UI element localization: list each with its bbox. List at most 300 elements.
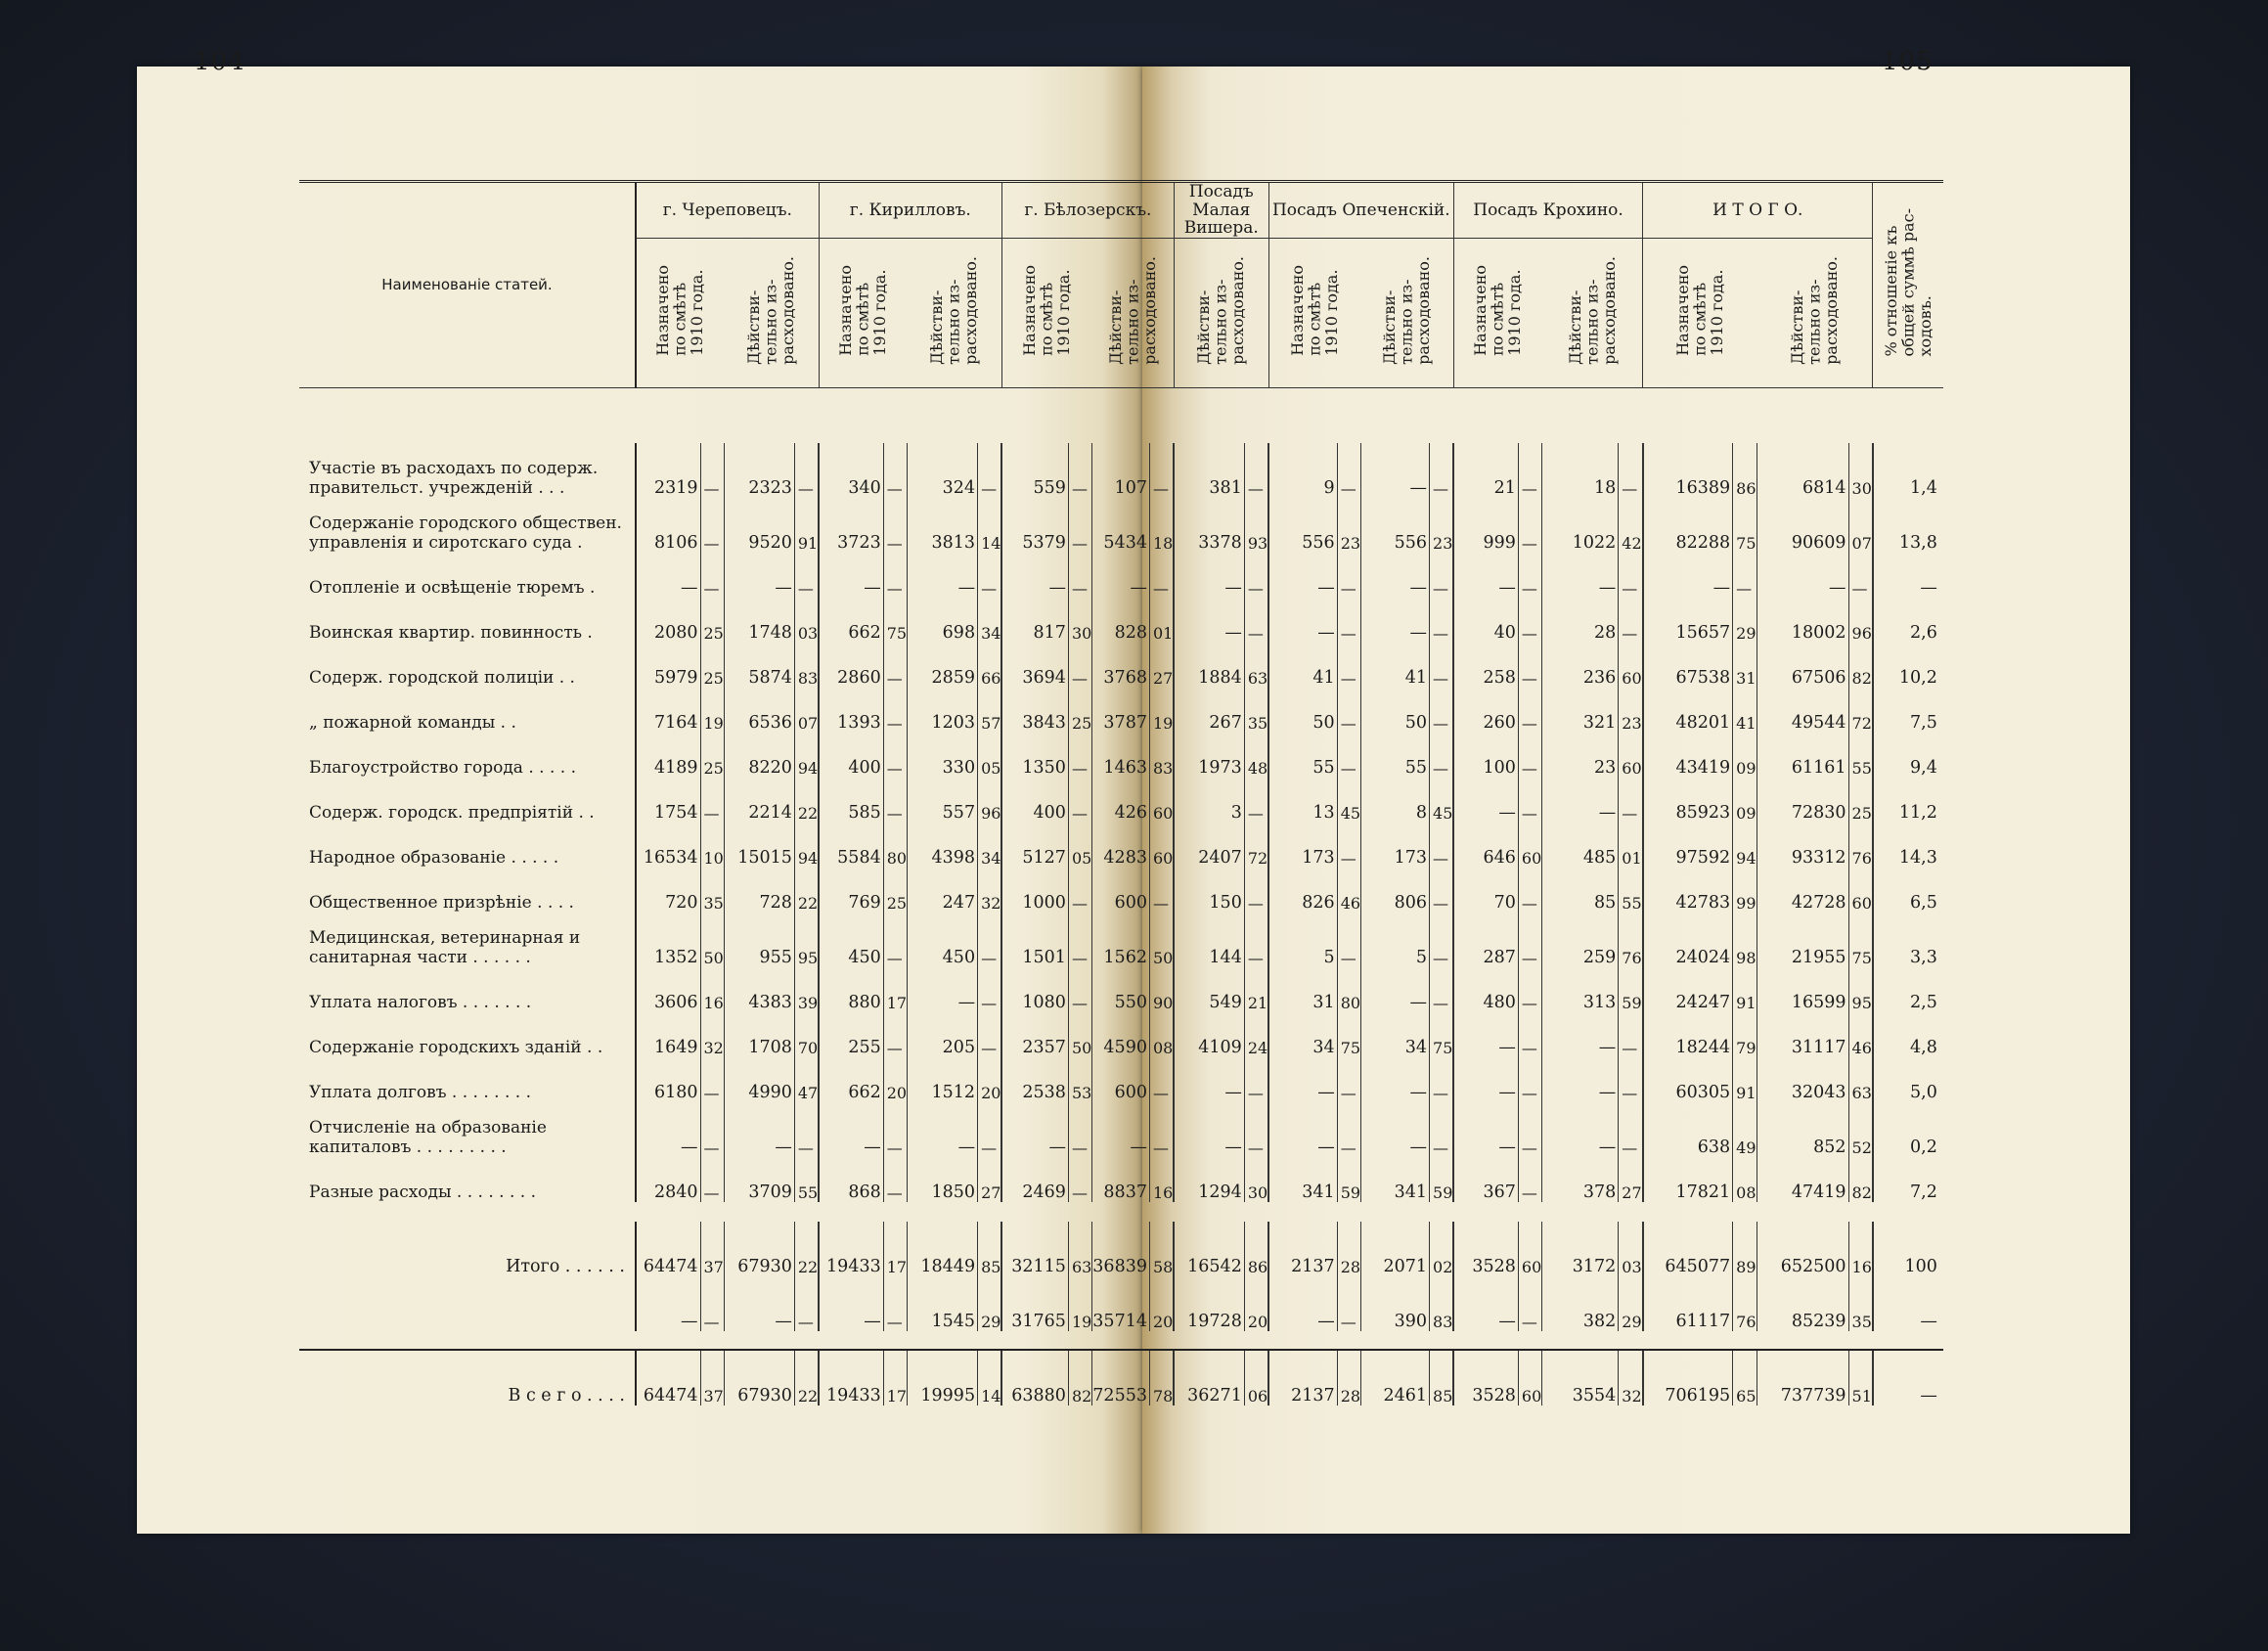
cell-kopecks: —: [700, 778, 724, 823]
cell-rubles: 36271: [1174, 1350, 1244, 1406]
cell-kopecks: —: [700, 1157, 724, 1202]
cell-rubles: 341: [1361, 1157, 1430, 1202]
cell-rubles: 8837: [1092, 1157, 1150, 1202]
cell-rubles: 728: [724, 868, 794, 913]
cell-kopecks: 25: [700, 598, 724, 643]
cell-rubles: —: [1268, 1102, 1337, 1157]
table-row: [299, 778, 1943, 823]
cell-rubles: —: [1268, 1057, 1337, 1102]
cell-kopecks: —: [1244, 913, 1268, 967]
cell-kopecks: —: [794, 1276, 819, 1331]
cell-rubles: 485: [1542, 823, 1619, 868]
cell-rubles: 21955: [1757, 913, 1848, 967]
cell-rubles: —: [1361, 443, 1430, 498]
cell-rubles: 330: [908, 733, 978, 778]
cell-kopecks: —: [700, 553, 724, 598]
cell-rubles: 19995: [908, 1350, 978, 1406]
cell-kopecks: 58: [1149, 1222, 1174, 1276]
cell-kopecks: 30: [1244, 1157, 1268, 1202]
cell-rubles: 480: [1453, 967, 1518, 1012]
cell-kopecks: 91: [1733, 967, 1757, 1012]
cell-kopecks: —: [1068, 868, 1091, 913]
table-row: [299, 967, 1943, 1012]
cell-kopecks: —: [1244, 1102, 1268, 1157]
cell-kopecks: 39: [794, 967, 819, 1012]
cell-percent: —: [1920, 1311, 1937, 1331]
page-number-left: 104: [194, 47, 245, 76]
cell-rubles: 2357: [1001, 1012, 1068, 1057]
cell-rubles: 340: [819, 443, 883, 498]
cell-kopecks: 95: [794, 913, 819, 967]
cell-kopecks: 72: [1244, 823, 1268, 868]
cell-rubles: 150: [1174, 868, 1244, 913]
cell-rubles: 61117: [1643, 1276, 1733, 1331]
cell-rubles: 9520: [724, 498, 794, 553]
cell-kopecks: 01: [1149, 598, 1174, 643]
cell-rubles: 5434: [1092, 498, 1150, 553]
cell-rubles: 107: [1092, 443, 1150, 498]
cell-rubles: —: [1757, 553, 1848, 598]
row-label: В с е г о . . . .: [299, 1350, 636, 1406]
cell-rubles: 556: [1361, 498, 1430, 553]
cell-kopecks: —: [1337, 598, 1360, 643]
cell-kopecks: 78: [1149, 1350, 1174, 1406]
cell-rubles: 817: [1001, 598, 1068, 643]
cell-rubles: 662: [819, 598, 883, 643]
cell-rubles: 18244: [1643, 1012, 1733, 1057]
cell-kopecks: —: [1619, 443, 1643, 498]
cell-kopecks: 19: [1149, 688, 1174, 733]
cell-kopecks: —: [1068, 733, 1091, 778]
cell-percent: 13,8: [1898, 532, 1937, 553]
cell-kopecks: 17: [883, 1350, 907, 1406]
cell-kopecks: —: [1337, 553, 1360, 598]
cell-kopecks: —: [1244, 778, 1268, 823]
cell-rubles: 559: [1001, 443, 1068, 498]
group-header-kirillov: г. Кирилловъ.: [819, 182, 1001, 239]
cell-rubles: 880: [819, 967, 883, 1012]
cell-kopecks: —: [700, 443, 724, 498]
cell-rubles: 1350: [1001, 733, 1068, 778]
table-row: [299, 1276, 1943, 1331]
cell-kopecks: 76: [1733, 1276, 1757, 1331]
cell-kopecks: 37: [700, 1222, 724, 1276]
cell-rubles: 6814: [1757, 443, 1848, 498]
cell-rubles: 28: [1542, 598, 1619, 643]
cell-kopecks: —: [1619, 1102, 1643, 1157]
cell-rubles: 1850: [908, 1157, 978, 1202]
spacer-row: [299, 1406, 1943, 1449]
cell-rubles: 100: [1453, 733, 1518, 778]
cell-rubles: 260: [1453, 688, 1518, 733]
cell-rubles: 16542: [1174, 1222, 1244, 1276]
cell-kopecks: —: [1337, 1102, 1360, 1157]
cell-rubles: 324: [908, 443, 978, 498]
cell-rubles: 3768: [1092, 643, 1150, 688]
cell-kopecks: 76: [1619, 913, 1643, 967]
cell-kopecks: —: [1068, 778, 1091, 823]
cell-kopecks: 32: [700, 1012, 724, 1057]
subheader-actual: Дѣйстви- тельно из- расходовано.: [724, 239, 819, 388]
cell-kopecks: 42: [1619, 498, 1643, 553]
cell-rubles: 93312: [1757, 823, 1848, 868]
cell-kopecks: 01: [1619, 823, 1643, 868]
cell-rubles: 557: [908, 778, 978, 823]
cell-kopecks: 27: [1619, 1157, 1643, 1202]
cell-kopecks: 34: [978, 823, 1002, 868]
cell-rubles: 2840: [636, 1157, 700, 1202]
cell-kopecks: 60: [1518, 1222, 1541, 1276]
cell-rubles: 3787: [1092, 688, 1150, 733]
cell-kopecks: —: [1619, 598, 1643, 643]
cell-kopecks: 94: [1733, 823, 1757, 868]
cell-rubles: 367: [1453, 1157, 1518, 1202]
cell-rubles: 267: [1174, 688, 1244, 733]
cell-kopecks: 41: [1733, 688, 1757, 733]
cell-kopecks: 95: [1848, 967, 1873, 1012]
cell-rubles: —: [636, 1102, 700, 1157]
cell-kopecks: —: [1619, 553, 1643, 598]
cell-rubles: —: [1361, 553, 1430, 598]
cell-rubles: 1512: [908, 1057, 978, 1102]
row-label: Благоустройство города . . . . .: [299, 733, 636, 778]
cell-rubles: —: [1268, 1276, 1337, 1331]
cell-kopecks: 79: [1733, 1012, 1757, 1057]
cell-kopecks: 59: [1337, 1157, 1360, 1202]
cell-rubles: 5127: [1001, 823, 1068, 868]
cell-rubles: 1501: [1001, 913, 1068, 967]
cell-kopecks: 60: [1518, 1350, 1541, 1406]
cell-rubles: 31765: [1001, 1276, 1068, 1331]
cell-kopecks: —: [883, 913, 907, 967]
cell-rubles: 4590: [1092, 1012, 1150, 1057]
cell-rubles: 16599: [1757, 967, 1848, 1012]
cell-rubles: 662: [819, 1057, 883, 1102]
cell-kopecks: 72: [1848, 688, 1873, 733]
cell-kopecks: —: [978, 913, 1002, 967]
cell-kopecks: 66: [978, 643, 1002, 688]
cell-rubles: 19728: [1174, 1276, 1244, 1331]
cell-kopecks: —: [700, 1102, 724, 1157]
cell-rubles: —: [908, 553, 978, 598]
cell-percent: 2,6: [1910, 622, 1937, 643]
cell-kopecks: —: [978, 1012, 1002, 1057]
cell-rubles: 3528: [1453, 1350, 1518, 1406]
cell-rubles: 32043: [1757, 1057, 1848, 1102]
cell-kopecks: 05: [978, 733, 1002, 778]
cell-rubles: —: [1643, 553, 1733, 598]
subheader-assigned: Назначено по смѣтѣ 1910 года.: [819, 239, 907, 388]
cell-rubles: 313: [1542, 967, 1619, 1012]
cell-rubles: 55: [1361, 733, 1430, 778]
row-label: Содерж. городской полиціи . .: [299, 643, 636, 688]
cell-rubles: —: [1453, 1276, 1518, 1331]
cell-rubles: 5: [1268, 913, 1337, 967]
group-header-krokhino: Посадъ Крохино.: [1453, 182, 1642, 239]
cell-kopecks: 75: [1337, 1012, 1360, 1057]
cell-rubles: 18449: [908, 1222, 978, 1276]
cell-kopecks: 29: [978, 1276, 1002, 1331]
cell-kopecks: 25: [700, 733, 724, 778]
cell-percent: —: [1920, 577, 1937, 598]
subheader-assigned: Назначено по смѣтѣ 1910 года.: [1643, 239, 1757, 388]
cell-kopecks: —: [883, 733, 907, 778]
cell-kopecks: —: [1518, 733, 1541, 778]
cell-percent: 0,2: [1910, 1137, 1937, 1157]
cell-rubles: —: [1174, 598, 1244, 643]
cell-kopecks: —: [1337, 1057, 1360, 1102]
cell-rubles: —: [1001, 1102, 1068, 1157]
subheader-assigned: Назначено по смѣтѣ 1910 года.: [1268, 239, 1360, 388]
table-row: [299, 643, 1943, 688]
cell-rubles: 382: [1542, 1276, 1619, 1331]
cell-kopecks: —: [1337, 823, 1360, 868]
row-label: Участіе въ расходахъ по содерж. правительст. учрежденій . . .: [299, 443, 636, 498]
cell-rubles: 3554: [1542, 1350, 1619, 1406]
cell-kopecks: 85: [978, 1222, 1002, 1276]
row-label: Содержаніе городскихъ зданій . .: [299, 1012, 636, 1057]
cell-rubles: 2469: [1001, 1157, 1068, 1202]
cell-rubles: 287: [1453, 913, 1518, 967]
cell-rubles: 82288: [1643, 498, 1733, 553]
cell-kopecks: —: [883, 1157, 907, 1202]
cell-rubles: 42783: [1643, 868, 1733, 913]
cell-percent: 100: [1904, 1256, 1937, 1276]
cell-kopecks: 25: [1848, 778, 1873, 823]
cell-kopecks: 24: [1244, 1012, 1268, 1057]
cell-kopecks: 34: [978, 598, 1002, 643]
cell-rubles: 64474: [636, 1350, 700, 1406]
cell-kopecks: 06: [1244, 1350, 1268, 1406]
cell-kopecks: —: [1430, 1057, 1454, 1102]
cell-kopecks: 23: [1430, 498, 1454, 553]
cell-kopecks: 07: [794, 688, 819, 733]
subheader-actual: Дѣйстви- тельно из- расходовано.: [1542, 239, 1643, 388]
cell-rubles: 4990: [724, 1057, 794, 1102]
cell-kopecks: 63: [1244, 643, 1268, 688]
cell-rubles: 1649: [636, 1012, 700, 1057]
cell-kopecks: —: [1068, 1102, 1091, 1157]
cell-rubles: 2859: [908, 643, 978, 688]
cell-rubles: 1352: [636, 913, 700, 967]
cell-rubles: 8106: [636, 498, 700, 553]
cell-rubles: 72553: [1092, 1350, 1150, 1406]
cell-rubles: 5379: [1001, 498, 1068, 553]
cell-kopecks: 05: [1068, 823, 1091, 868]
cell-rubles: 49544: [1757, 688, 1848, 733]
cell-rubles: 2538: [1001, 1057, 1068, 1102]
cell-rubles: 258: [1453, 643, 1518, 688]
cell-rubles: 255: [819, 1012, 883, 1057]
cell-kopecks: —: [1337, 688, 1360, 733]
cell-rubles: —: [1542, 1057, 1619, 1102]
cell-rubles: —: [1361, 1057, 1430, 1102]
cell-kopecks: —: [1518, 498, 1541, 553]
cell-rubles: 3378: [1174, 498, 1244, 553]
cell-rubles: 2080: [636, 598, 700, 643]
cell-percent: 10,2: [1898, 667, 1937, 688]
cell-rubles: 23: [1542, 733, 1619, 778]
cell-kopecks: 76: [1848, 823, 1873, 868]
cell-kopecks: 27: [978, 1157, 1002, 1202]
cell-rubles: 55: [1268, 733, 1337, 778]
cell-rubles: 247: [908, 868, 978, 913]
cell-rubles: 4283: [1092, 823, 1150, 868]
cell-kopecks: 93: [1244, 498, 1268, 553]
cell-kopecks: 37: [700, 1350, 724, 1406]
cell-kopecks: 59: [1619, 967, 1643, 1012]
cell-rubles: 638: [1643, 1102, 1733, 1157]
cell-percent: 2,5: [1910, 992, 1937, 1012]
row-label: Уплата долговъ . . . . . . . .: [299, 1057, 636, 1102]
cell-kopecks: 09: [1733, 733, 1757, 778]
cell-rubles: 41: [1268, 643, 1337, 688]
cell-rubles: 16534: [636, 823, 700, 868]
cell-rubles: 8: [1361, 778, 1430, 823]
subheader-actual: Дѣйстви- тельно из- расходовано.: [1361, 239, 1454, 388]
cell-rubles: 32115: [1001, 1222, 1068, 1276]
cell-rubles: 90609: [1757, 498, 1848, 553]
cell-kopecks: 23: [1337, 498, 1360, 553]
table-row: [299, 868, 1943, 913]
cell-kopecks: 17: [883, 967, 907, 1012]
cell-kopecks: —: [1430, 823, 1454, 868]
cell-rubles: —: [908, 967, 978, 1012]
cell-rubles: 34: [1268, 1012, 1337, 1057]
cell-kopecks: —: [1068, 498, 1091, 553]
cell-kopecks: 25: [1068, 688, 1091, 733]
cell-kopecks: 63: [1848, 1057, 1873, 1102]
cell-kopecks: —: [883, 1102, 907, 1157]
cell-rubles: 18: [1542, 443, 1619, 498]
cell-rubles: —: [908, 1102, 978, 1157]
cell-rubles: 828: [1092, 598, 1150, 643]
cell-rubles: 36839: [1092, 1222, 1150, 1276]
cell-rubles: —: [724, 553, 794, 598]
cell-kopecks: 50: [1149, 913, 1174, 967]
table-row: [299, 1102, 1943, 1157]
cell-rubles: 35714: [1092, 1276, 1150, 1331]
cell-kopecks: 55: [1848, 733, 1873, 778]
cell-kopecks: —: [1149, 1057, 1174, 1102]
cell-kopecks: 94: [794, 733, 819, 778]
cell-rubles: 1203: [908, 688, 978, 733]
cell-rubles: 5874: [724, 643, 794, 688]
cell-rubles: 2319: [636, 443, 700, 498]
cell-kopecks: —: [1149, 553, 1174, 598]
cell-kopecks: 59: [1430, 1157, 1454, 1202]
cell-percent: 5,0: [1910, 1082, 1937, 1102]
cell-rubles: 868: [819, 1157, 883, 1202]
cell-rubles: —: [1092, 1102, 1150, 1157]
cell-percent: 7,5: [1910, 712, 1937, 733]
cell-rubles: 2137: [1268, 1350, 1337, 1406]
row-label: Содерж. городск. предпріятій . .: [299, 778, 636, 823]
cell-kopecks: —: [1430, 643, 1454, 688]
table-row: [299, 498, 1943, 553]
cell-rubles: 67930: [724, 1350, 794, 1406]
cell-kopecks: —: [1518, 967, 1541, 1012]
cell-kopecks: —: [794, 1102, 819, 1157]
cell-kopecks: —: [1430, 868, 1454, 913]
cell-rubles: 852: [1757, 1102, 1848, 1157]
cell-kopecks: —: [794, 443, 819, 498]
cell-rubles: 13: [1268, 778, 1337, 823]
cell-kopecks: —: [1430, 733, 1454, 778]
cell-rubles: —: [1453, 1012, 1518, 1057]
cell-kopecks: —: [883, 443, 907, 498]
cell-percent: 14,3: [1898, 847, 1937, 868]
cell-rubles: 236: [1542, 643, 1619, 688]
cell-kopecks: —: [1068, 553, 1091, 598]
cell-kopecks: 28: [1337, 1222, 1360, 1276]
cell-kopecks: 85: [1430, 1350, 1454, 1406]
cell-kopecks: 98: [1733, 913, 1757, 967]
cell-kopecks: 28: [1337, 1350, 1360, 1406]
cell-rubles: 737739: [1757, 1350, 1848, 1406]
cell-rubles: 826: [1268, 868, 1337, 913]
cell-kopecks: 86: [1244, 1222, 1268, 1276]
subheader-actual: Дѣйстви- тельно из- расходовано.: [1092, 239, 1175, 388]
cell-kopecks: 32: [978, 868, 1002, 913]
row-label: Отчисленіе на образованіе капиталовъ . . . . . . . . .: [299, 1102, 636, 1157]
cell-percent: —: [1920, 1385, 1937, 1406]
cell-kopecks: 65: [1733, 1350, 1757, 1406]
cell-rubles: 60305: [1643, 1057, 1733, 1102]
cell-rubles: —: [1453, 553, 1518, 598]
cell-kopecks: 30: [1068, 598, 1091, 643]
cell-rubles: —: [1542, 553, 1619, 598]
cell-rubles: 585: [819, 778, 883, 823]
cell-rubles: 40: [1453, 598, 1518, 643]
cell-rubles: 3528: [1453, 1222, 1518, 1276]
cell-kopecks: 96: [978, 778, 1002, 823]
cell-rubles: —: [1268, 598, 1337, 643]
spacer-row: [299, 388, 1943, 444]
cell-kopecks: —: [1149, 868, 1174, 913]
cell-rubles: 8220: [724, 733, 794, 778]
cell-kopecks: 03: [1619, 1222, 1643, 1276]
table-row: [299, 1222, 1943, 1276]
cell-rubles: 5: [1361, 913, 1430, 967]
cell-rubles: 15657: [1643, 598, 1733, 643]
cell-kopecks: 80: [1337, 967, 1360, 1012]
cell-kopecks: —: [1619, 1057, 1643, 1102]
cell-kopecks: —: [1244, 443, 1268, 498]
cell-kopecks: 08: [1149, 1012, 1174, 1057]
cell-kopecks: —: [1518, 553, 1541, 598]
cell-rubles: 3843: [1001, 688, 1068, 733]
cell-rubles: 400: [819, 733, 883, 778]
row-label: „ пожарной команды . .: [299, 688, 636, 733]
cell-kopecks: —: [1430, 598, 1454, 643]
cell-rubles: 3723: [819, 498, 883, 553]
cell-rubles: 4189: [636, 733, 700, 778]
cell-kopecks: 52: [1848, 1102, 1873, 1157]
cell-kopecks: —: [1068, 1157, 1091, 1202]
cell-rubles: 70: [1453, 868, 1518, 913]
cell-kopecks: 55: [794, 1157, 819, 1202]
cell-kopecks: —: [883, 1012, 907, 1057]
cell-kopecks: 09: [1733, 778, 1757, 823]
cell-kopecks: 35: [1848, 1276, 1873, 1331]
cell-rubles: 9: [1268, 443, 1337, 498]
cell-rubles: —: [819, 1276, 883, 1331]
cell-rubles: 2071: [1361, 1222, 1430, 1276]
cell-rubles: 550: [1092, 967, 1150, 1012]
subheader-assigned: Назначено по смѣтѣ 1910 года.: [636, 239, 724, 388]
cell-percent: 9,4: [1910, 757, 1937, 778]
